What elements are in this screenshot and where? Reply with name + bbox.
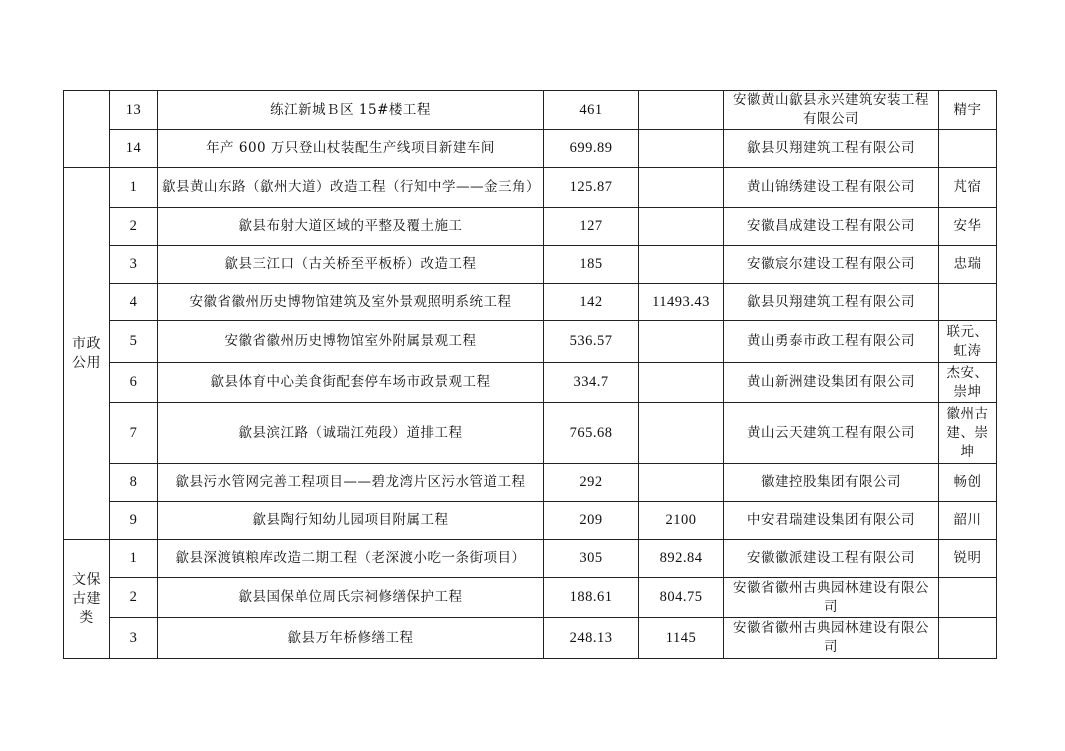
company-name: 安徽省徽州古典园林建设有限公司 xyxy=(724,578,939,618)
project-name: 歙县陶行知幼儿园项目附属工程 xyxy=(158,502,544,540)
person-name: 忠瑞 xyxy=(939,246,997,284)
project-name: 歙县滨江路（诚瑞江苑段）道排工程 xyxy=(158,403,544,464)
person-name xyxy=(939,130,997,168)
table-row xyxy=(64,618,997,659)
project-name: 歙县黄山东路（歙州大道）改造工程（行知中学——金三角） xyxy=(158,168,544,208)
table-row xyxy=(64,464,997,502)
project-name: 歙县布射大道区域的平整及覆土施工 xyxy=(158,208,544,246)
amount: 461 xyxy=(544,91,639,130)
project-name: 年产 600 万只登山杖装配生产线项目新建车间 xyxy=(158,130,544,168)
table-row xyxy=(64,578,997,618)
amount: 334.7 xyxy=(544,363,639,403)
row-number: 9 xyxy=(110,502,158,540)
company-name: 黄山云天建筑工程有限公司 xyxy=(724,403,939,464)
company-name: 安徽省徽州古典园林建设有限公司 xyxy=(724,618,939,659)
row-number: 5 xyxy=(110,321,158,363)
person-name: 精宇 xyxy=(939,91,997,130)
amount: 765.68 xyxy=(544,403,639,464)
company-name: 安徽徽派建设工程有限公司 xyxy=(724,540,939,578)
table-row xyxy=(64,208,997,246)
row-number: 14 xyxy=(110,130,158,168)
project-name: 歙县污水管网完善工程项目——碧龙湾片区污水管道工程 xyxy=(158,464,544,502)
project-name: 安徽省徽州历史博物馆建筑及室外景观照明系统工程 xyxy=(158,284,544,321)
project-name: 练江新城Ｂ区 15#楼工程 xyxy=(158,91,544,130)
project-name: 歙县深渡镇粮库改造二期工程（老深渡小吃一条街项目） xyxy=(158,540,544,578)
person-name xyxy=(939,618,997,659)
company-name: 黄山锦绣建设工程有限公司 xyxy=(724,168,939,208)
table-row xyxy=(64,403,997,464)
company-name: 安徽昌成建设工程有限公司 xyxy=(724,208,939,246)
project-name: 歙县三江口（古关桥至平板桥）改造工程 xyxy=(158,246,544,284)
company-name: 中安君瑞建设集团有限公司 xyxy=(724,502,939,540)
company-name: 歙县贝翔建筑工程有限公司 xyxy=(724,130,939,168)
total-amount: 2100 xyxy=(639,502,724,540)
person-name: 徽州古建、崇坤 xyxy=(939,403,997,464)
project-name: 歙县国保单位周氏宗祠修缮保护工程 xyxy=(158,578,544,618)
category-cell: 市政公用 xyxy=(64,168,110,540)
row-number: 2 xyxy=(110,578,158,618)
total-amount: 1145 xyxy=(639,618,724,659)
person-name: 安华 xyxy=(939,208,997,246)
row-number: 13 xyxy=(110,91,158,130)
amount: 209 xyxy=(544,502,639,540)
row-number: 3 xyxy=(110,246,158,284)
total-amount xyxy=(639,403,724,464)
table-row xyxy=(64,540,997,578)
row-number: 7 xyxy=(110,403,158,464)
amount: 142 xyxy=(544,284,639,321)
total-amount xyxy=(639,363,724,403)
total-amount xyxy=(639,91,724,130)
person-name: 韶川 xyxy=(939,502,997,540)
project-name: 安徽省徽州历史博物馆室外附属景观工程 xyxy=(158,321,544,363)
row-number: 8 xyxy=(110,464,158,502)
person-name: 畅创 xyxy=(939,464,997,502)
table-row xyxy=(64,168,997,208)
category-cell: 文保古建类 xyxy=(64,540,110,659)
project-name: 歙县体育中心美食街配套停车场市政景观工程 xyxy=(158,363,544,403)
table-row xyxy=(64,363,997,403)
amount: 125.87 xyxy=(544,168,639,208)
company-name: 安徽宸尔建设工程有限公司 xyxy=(724,246,939,284)
company-name: 徽建控股集团有限公司 xyxy=(724,464,939,502)
total-amount xyxy=(639,321,724,363)
total-amount: 892.84 xyxy=(639,540,724,578)
row-number: 2 xyxy=(110,208,158,246)
project-table xyxy=(63,90,997,659)
total-amount xyxy=(639,130,724,168)
table-row xyxy=(64,246,997,284)
person-name xyxy=(939,284,997,321)
amount: 536.57 xyxy=(544,321,639,363)
total-amount xyxy=(639,168,724,208)
table-row xyxy=(64,130,997,168)
company-name: 黄山新洲建设集团有限公司 xyxy=(724,363,939,403)
total-amount xyxy=(639,246,724,284)
amount: 185 xyxy=(544,246,639,284)
table-row xyxy=(64,502,997,540)
table-row xyxy=(64,321,997,363)
amount: 699.89 xyxy=(544,130,639,168)
company-name: 黄山勇泰市政工程有限公司 xyxy=(724,321,939,363)
company-name: 安徽黄山歙县永兴建筑安装工程有限公司 xyxy=(724,91,939,130)
row-number: 3 xyxy=(110,618,158,659)
amount: 292 xyxy=(544,464,639,502)
row-number: 4 xyxy=(110,284,158,321)
total-amount xyxy=(639,208,724,246)
project-name: 歙县万年桥修缮工程 xyxy=(158,618,544,659)
row-number: 1 xyxy=(110,168,158,208)
person-name xyxy=(939,578,997,618)
category-cell xyxy=(64,91,110,168)
total-amount: 804.75 xyxy=(639,578,724,618)
total-amount: 11493.43 xyxy=(639,284,724,321)
table-row xyxy=(64,284,997,321)
person-name: 锐明 xyxy=(939,540,997,578)
person-name: 联元、虹涛 xyxy=(939,321,997,363)
row-number: 6 xyxy=(110,363,158,403)
total-amount xyxy=(639,464,724,502)
person-name: 杰安、崇坤 xyxy=(939,363,997,403)
amount: 248.13 xyxy=(544,618,639,659)
table-row xyxy=(64,91,997,130)
person-name: 芃宿 xyxy=(939,168,997,208)
company-name: 歙县贝翔建筑工程有限公司 xyxy=(724,284,939,321)
row-number: 1 xyxy=(110,540,158,578)
amount: 127 xyxy=(544,208,639,246)
amount: 305 xyxy=(544,540,639,578)
amount: 188.61 xyxy=(544,578,639,618)
